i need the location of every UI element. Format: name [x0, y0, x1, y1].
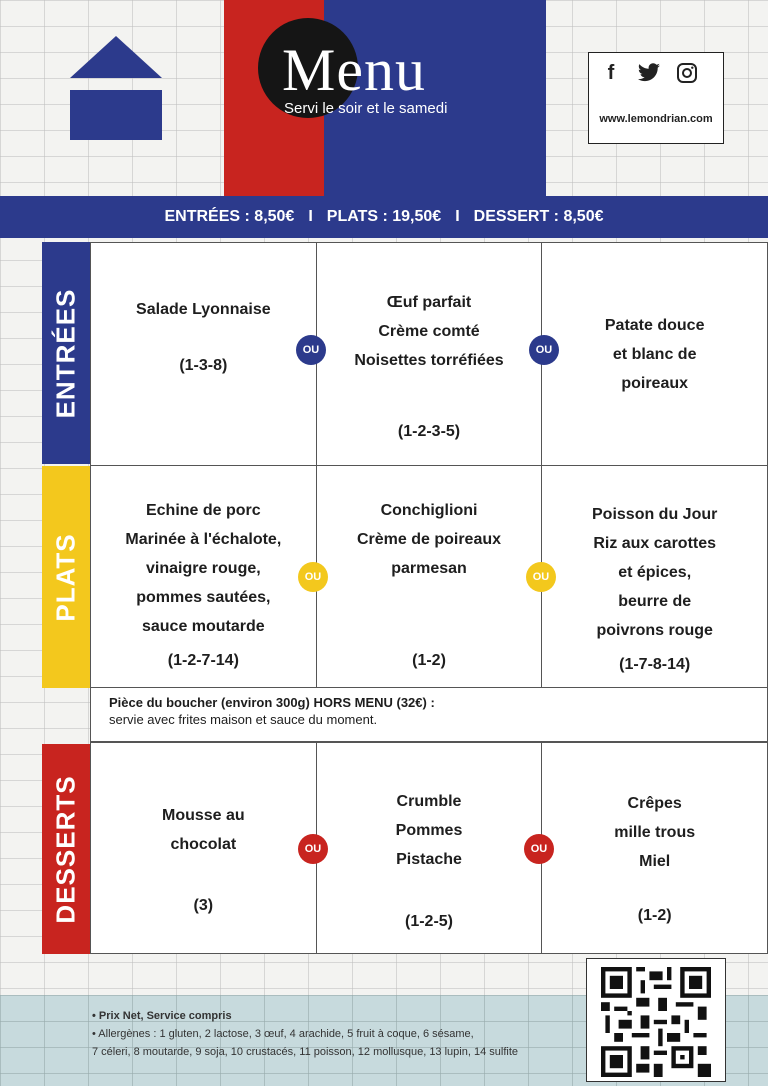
price-entrees: ENTRÉES : 8,50€ [164, 208, 295, 225]
desserts-grid [90, 742, 768, 954]
dish-line: Miel [639, 853, 671, 870]
dish-line: Pistache [396, 851, 462, 868]
dish-line: chocolat [170, 836, 237, 853]
dish-line: Mousse au [161, 807, 245, 824]
price-separator: I [455, 208, 460, 225]
price-plats: PLATS : 19,50€ [326, 208, 442, 225]
dish-line: Conchiglioni [380, 502, 478, 519]
social-box [588, 52, 724, 144]
dish-line: Noisettes torréfiées [354, 352, 504, 369]
plat-item-2 [316, 466, 542, 687]
plats-label: PLATS [50, 532, 81, 622]
dish-line: poivrons rouge [596, 622, 713, 639]
entrees-label: ENTRÉES [50, 288, 81, 418]
hors-menu-description: servie avec frites maison et sauce du moment. [109, 712, 378, 727]
dish-line: et épices, [618, 564, 692, 581]
house-roof-shape [70, 36, 162, 78]
dish-line: Marinée à l'échalote, [125, 531, 282, 548]
footer-allergens-1: • Allergènes : 1 gluten, 2 lactose, 3 œuf, 4 arachide, 5 fruit à coque, 6 sésame, [92, 1028, 474, 1040]
desserts-label: DESSERTS [50, 774, 81, 924]
dish-line: vinaigre rouge, [145, 560, 261, 577]
dish-line: pommes sautées, [136, 589, 271, 606]
allergen-codes: (1-2-5) [405, 913, 454, 930]
entree-item-3 [541, 243, 767, 465]
desserts-side-label [42, 744, 90, 954]
entree-item-2 [316, 243, 542, 465]
allergen-codes: (1-3-8) [179, 357, 228, 374]
dish-line: Œuf parfait [386, 294, 472, 311]
allergen-codes: (1-2-3-5) [397, 423, 461, 440]
allergen-codes: (1-7-8-14) [619, 656, 691, 673]
hors-menu-title: Pièce du boucher (environ 300g) HORS MENU (32€) : [109, 695, 435, 710]
qr-code-box [586, 958, 726, 1082]
dish-line: Riz aux carottes [593, 535, 717, 552]
plat-item-1 [91, 466, 316, 687]
entrees-side-label [42, 242, 90, 464]
price-bar [0, 196, 768, 238]
twitter-icon[interactable] [635, 59, 663, 87]
qr-code-icon[interactable] [601, 967, 711, 1077]
price-separator: I [308, 208, 313, 225]
plats-grid [90, 466, 768, 688]
dish-line: Patate douce [604, 317, 705, 334]
dish-line: poireaux [621, 375, 689, 392]
instagram-icon[interactable] [673, 59, 701, 87]
footer-price-note: • Prix Net, Service compris [92, 1010, 232, 1022]
entree-item-1 [91, 243, 316, 465]
allergen-codes: (3) [193, 897, 214, 914]
menu-title: Menu [282, 37, 426, 103]
dish-line: Poisson du Jour [592, 506, 718, 523]
or-badge: OU [524, 834, 554, 864]
dessert-item-1 [91, 743, 316, 953]
dish-line: Echine de porc [145, 502, 261, 519]
dish-line: Crème comté [378, 323, 480, 340]
allergen-codes: (1-2-7-14) [167, 652, 239, 669]
price-dessert: DESSERT : 8,50€ [473, 208, 604, 225]
dish-line: parmesan [391, 560, 467, 577]
dish-line: Crêpes [627, 795, 682, 812]
facebook-icon[interactable]: f [607, 61, 615, 84]
or-badge: OU [296, 335, 326, 365]
footer-notes [92, 1007, 518, 1061]
dish-line: Pommes [395, 822, 463, 839]
website-link[interactable]: www.lemondrian.com [599, 113, 713, 125]
dish-line: Crème de poireaux [356, 531, 502, 548]
menu-subtitle: Servi le soir et le samedi [284, 100, 448, 117]
footer-allergens-2: 7 céleri, 8 moutarde, 9 soja, 10 crustacés, 11 poisson, 12 mollusque, 13 lupin, 14 sulfite [92, 1046, 518, 1058]
dish-line: Salade Lyonnaise [136, 301, 271, 318]
dessert-item-3 [541, 743, 767, 953]
or-badge: OU [529, 335, 559, 365]
dessert-item-2 [316, 743, 542, 953]
or-badge: OU [298, 562, 328, 592]
dish-line: Crumble [396, 793, 462, 810]
plat-item-3 [541, 466, 767, 687]
dish-line: et blanc de [612, 346, 697, 363]
house-body-shape [70, 90, 162, 140]
plats-side-label [42, 466, 90, 688]
dish-line: mille trous [614, 824, 696, 841]
hors-menu-box [90, 688, 768, 742]
or-badge: OU [298, 834, 328, 864]
allergen-codes: (1-2) [637, 907, 672, 924]
or-badge: OU [526, 562, 556, 592]
dish-line: sauce moutarde [141, 618, 265, 635]
allergen-codes: (1-2) [412, 652, 446, 669]
entrees-grid [90, 242, 768, 466]
dish-line: beurre de [618, 593, 692, 610]
